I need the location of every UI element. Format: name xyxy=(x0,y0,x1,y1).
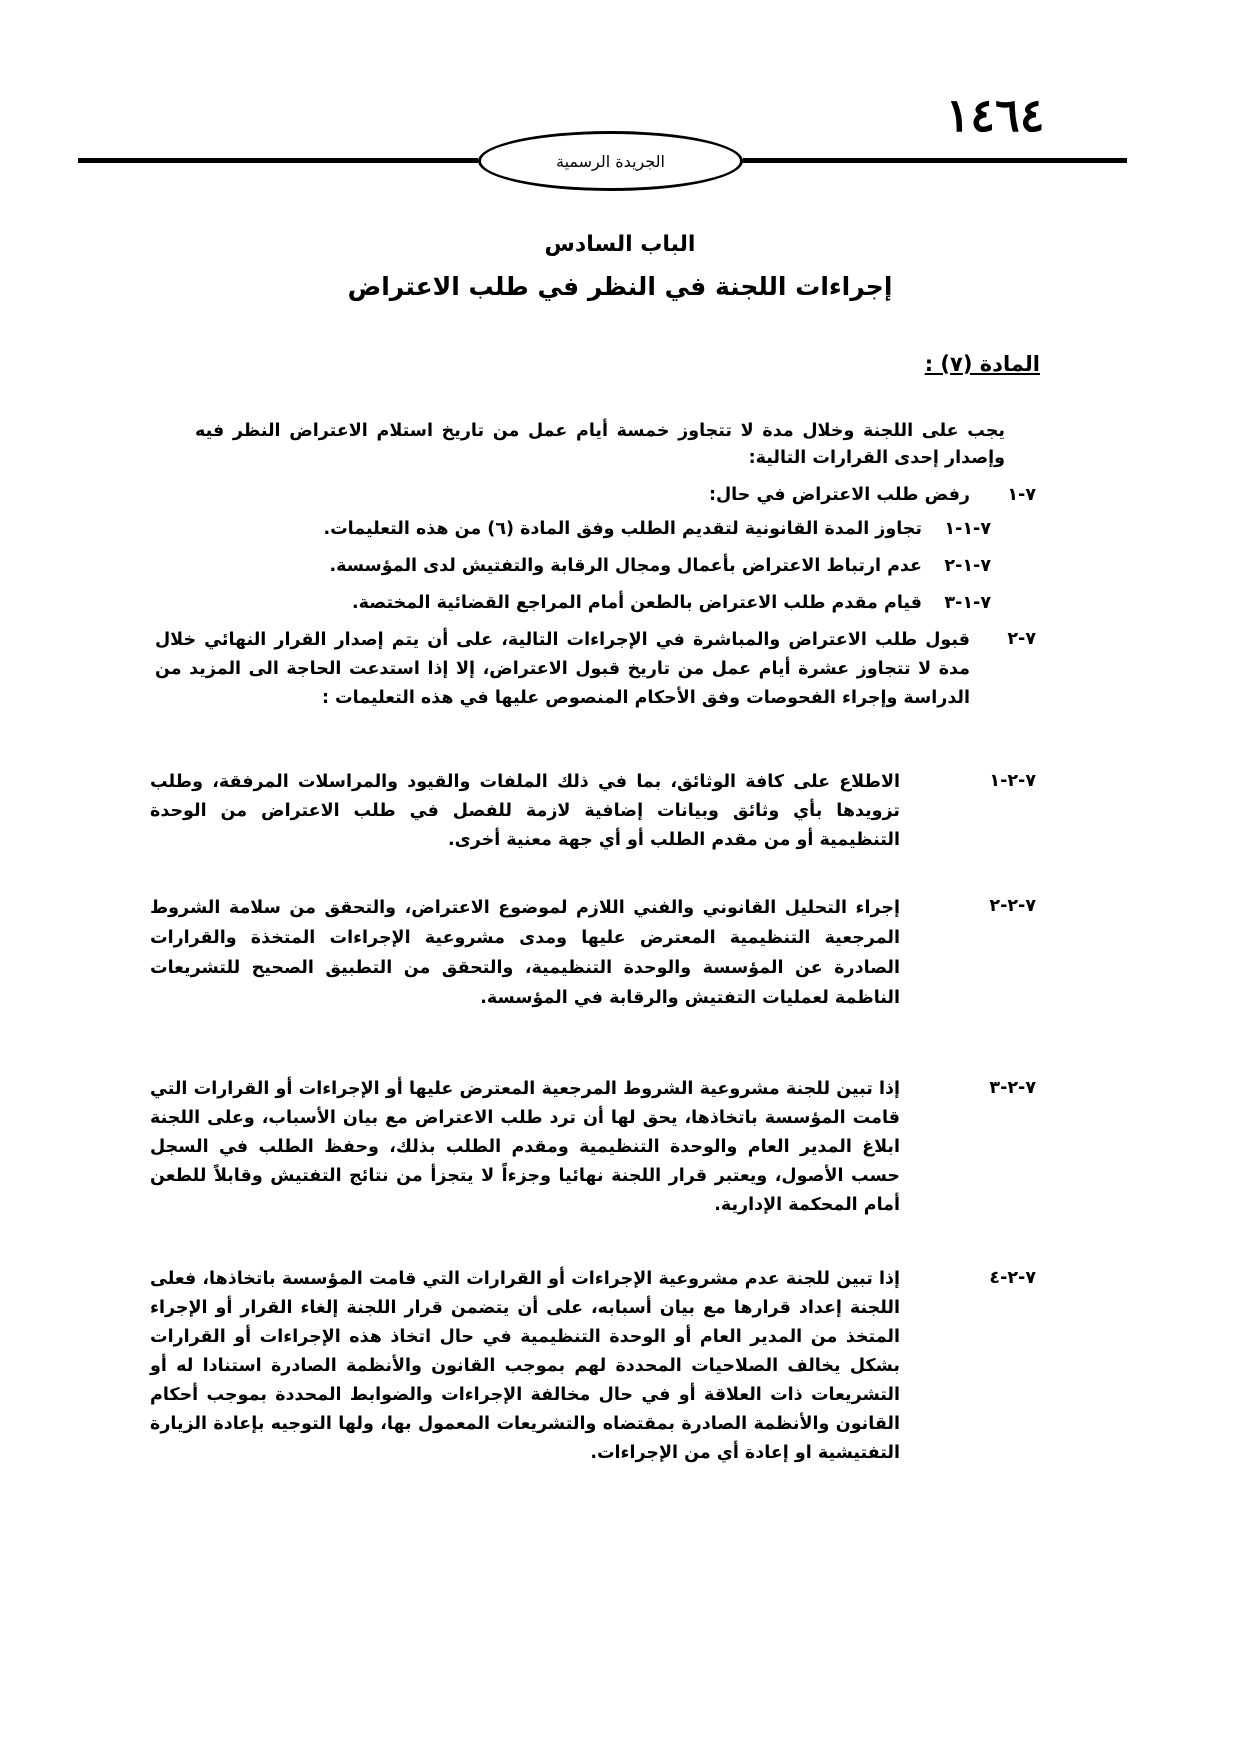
gazette-name-oval xyxy=(478,131,743,191)
article-intro: يجب على اللجنة وخلال مدة لا تتجاوز خمسة أيام عمل من تاريخ استلام الاعتراض النظر فيه وإصدار إحدى القرارات التالية: xyxy=(195,421,1005,468)
item-number: ٧-١ xyxy=(1007,485,1036,505)
item-text: رفض طلب الاعتراض في حال: xyxy=(708,485,970,505)
subitem-number: ٧-٢-٣ xyxy=(989,1078,1036,1098)
subitem-text: إجراء التحليل القانوني والفني اللازم لموضوع الاعتراض، والتحقق من سلامة الشروط المرجعية التنظيمية المعترض عليها ومدى مشروعية الإجراءات المتخذة والقرارات الصادرة عن المؤسسة والوحدة التنظيمية، والتحقق من التطبيق الصحيح للتشريعات الناظمة لعمليات التفتيش والرقابة في المؤسسة. xyxy=(150,898,900,1008)
article-heading: المادة (٧) : xyxy=(924,352,1040,376)
gazette-name: الجريدة الرسمية xyxy=(555,152,665,171)
subitem-text: إذا تبين للجنة مشروعية الشروط المرجعية المعترض عليها أو الإجراءات أو القرارات التي قامت المؤسسة باتخاذها، يحق لها أن ترد طلب الاعتراض مع بيان الأسباب، وعلى اللجنة ابلاغ المدير العام والوحدة التنظيمية ومقدم الطلب بذلك، وحفظ الطلب في السجل حسب الأصول، ويعتبر قرار اللجنة نهائيا وجزءاً لا يتجزأ من نتائج التفتيش وقابلاً للطعن أمام المحكمة الإدارية. xyxy=(150,1079,900,1215)
subitem-text: إذا تبين للجنة عدم مشروعية الإجراءات أو القرارات التي قامت المؤسسة باتخاذها، فعلى اللجنة إعداد قرارها مع بيان أسبابه، على أن يتضمن قرار اللجنة إلغاء القرار أو الإجراء المتخذ من المدير العام أو الوحدة التنظيمية في حال اتخاذ هذه الإجراءات أو القرارات بشكل يخالف الصلاحيات المحددة لهم بموجب القانون والأنظمة الصادرة استنادا له أو التشريعات ذات العلاقة أو في حال مخالفة الإجراءات والضوابط المحددة بموجب أحكام القانون والأنظمة الصادرة بمقتضاه والتشريعات المعمول بها، ولها التوجيه بإعادة الزيارة التفتيشية او إعادة أي من الإجراءات. xyxy=(150,1269,900,1463)
chapter-title: الباب السادس xyxy=(544,232,696,257)
item-number: ٧-٢ xyxy=(1007,629,1036,649)
subitem-text: تجاوز المدة القانونية لتقديم الطلب وفق المادة (٦) من هذه التعليمات. xyxy=(323,519,922,539)
subitem-number: ٧-٢-٤ xyxy=(989,1268,1036,1288)
chapter-subtitle: إجراءات اللجنة في النظر في طلب الاعتراض xyxy=(347,272,893,301)
subitem-number: ٧-١-٢ xyxy=(944,556,991,576)
header-rule-left xyxy=(78,158,478,163)
page-number: ١٤٦٤ xyxy=(945,88,1045,142)
subitem-text: قيام مقدم طلب الاعتراض بالطعن أمام المراجع القضائية المختصة. xyxy=(351,593,922,613)
subitem-number: ٧-١-٣ xyxy=(944,593,991,613)
header-rule-right xyxy=(743,158,1127,163)
subitem-number: ٧-٢-١ xyxy=(989,771,1036,791)
item-text: قبول طلب الاعتراض والمباشرة في الإجراءات التالية، على أن يتم إصدار القرار النهائي خلال مدة لا تتجاوز عشرة أيام عمل من تاريخ قبول الاعتراض، إلا إذا استدعت الحاجة الى المزيد من الدراسة وإجراء الفحوصات وفق الأحكام المنصوص عليها في هذه التعليمات : xyxy=(155,630,970,708)
subitem-text: الاطلاع على كافة الوثائق، بما في ذلك الملفات والقيود والمراسلات المرفقة، وطلب تزويدها بأي وثائق وبيانات إضافية لازمة للفصل في طلب الاعتراض من الوحدة التنظيمية أو من مقدم الطلب أو أي جهة معنية أخرى. xyxy=(150,772,900,850)
subitem-text: عدم ارتباط الاعتراض بأعمال ومجال الرقابة والتفتيش لدى المؤسسة. xyxy=(329,556,922,576)
subitem-number: ٧-٢-٢ xyxy=(989,896,1036,916)
subitem-number: ٧-١-١ xyxy=(944,519,991,539)
